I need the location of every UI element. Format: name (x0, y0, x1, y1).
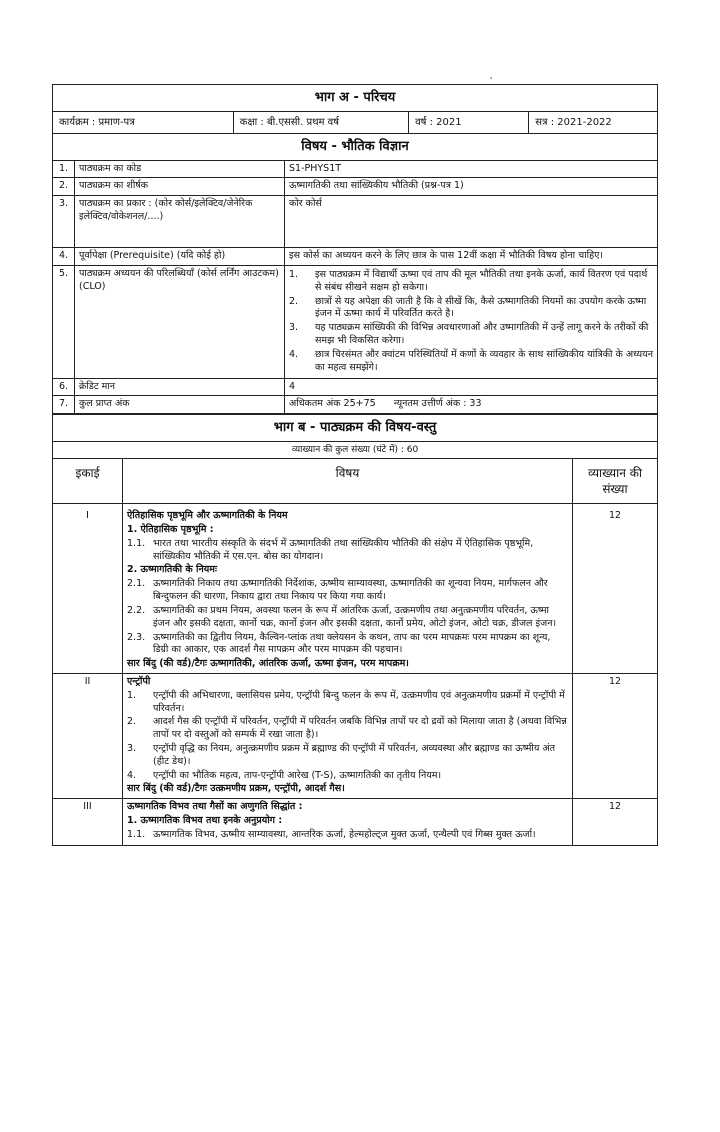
row-value: अधिकतम अंक 25+75 न्यूनतम उत्तीर्ण अंक : 33 (285, 396, 658, 414)
row-number: 5. (53, 266, 75, 379)
row-label: पाठ्यक्रम का प्रकार : (कोर कोर्स/इलेक्टिव/जेनेरिक इलेक्टिव/वोकेशनल/....) (75, 196, 285, 248)
unit-lectures: 12 (573, 504, 658, 674)
clo-number: 1. (289, 269, 299, 281)
lectures-label: व्याख्यान की कुल संख्या (घंटे में) : 60 (53, 441, 658, 458)
unit-title: ऊष्मागतिक विभव तथा गैसों का अणुगति सिद्धांत : (127, 801, 303, 813)
item-number: 3. (127, 743, 137, 755)
item-number: 2.2. (127, 604, 146, 616)
row-number: 2. (53, 178, 75, 196)
unit-number: I (53, 504, 123, 674)
clo-list (285, 266, 658, 379)
unit-number: II (53, 673, 123, 798)
row-value: ऊष्मागतिकी तथा सांख्यिकीय भौतिकी (प्रश्न-पत्र 1) (285, 178, 658, 196)
unit-content (123, 673, 573, 798)
unit-row (53, 799, 658, 845)
section-heading: 2. ऊष्मागतिकी के नियमः (127, 564, 217, 576)
unit-keywords: सार बिंदु (की वर्ड)/टैगः ऊष्मागतिकी, आंतरिक ऊर्जा, ऊष्मा इंजन, परम मापक्रम। (127, 658, 409, 670)
table-row (53, 196, 658, 248)
unit-row (53, 673, 658, 798)
unit-content (123, 799, 573, 845)
stray-mark: ' (490, 76, 493, 85)
unit-title: एन्ट्रॉपी (127, 675, 151, 687)
item-text: एन्ट्रॉपी की अभिधारणा, क्लासियस प्रमेय, एन्ट्रॉपी बिन्दु फलन के रूप में, उत्क्रमणीय एवं अनुत्क्रमणीय प्रक्रमों में एन्ट्रॉपी में परिवर्तन। (153, 689, 565, 714)
row-number: 1. (53, 160, 75, 178)
item-text: ऊष्मागतिकी का द्वितीय नियम, कैल्विन-प्लांक तथा क्लेयसन के कथन, ताप का परम मापक्रमः परम मापक्रम का शून्य, डिग्री का आकार, एक आदर्श गैस मापक्रम और परम मापक्रम की पहचान। (153, 631, 551, 656)
item-number: 1.1. (127, 828, 146, 840)
row-value: S1-PHYS1T (285, 160, 658, 178)
row-number: 4. (53, 248, 75, 266)
row-value: इस कोर्स का अध्ययन करने के लिए छात्र के पास 12वीं कक्षा में भौतिकी विषय होना चाहिए। (285, 248, 658, 266)
unit-keywords: सार बिंदु (की वर्ड)/टैगः उत्क्रमणीय प्रक्रम, एन्ट्रॉपी, आदर्श गैस। (127, 783, 345, 795)
item-number: 2.1. (127, 578, 146, 590)
table-row (53, 396, 658, 414)
unit-number: III (53, 799, 123, 845)
item-number: 1. (127, 689, 137, 701)
part-a-table (52, 84, 658, 414)
unit-row (53, 504, 658, 674)
item-number: 1.1. (127, 537, 146, 549)
item-text: आदर्श गैस की एन्ट्रॉपी में परिवर्तन, एन्ट्रॉपी में परिवर्तन जबकि विभिन्न तापों पर दो द्रवों को मिलाया जाता है (अथवा विभिन्न तापों पर दो वस्तुओं को सम्पर्क में रखा जाता है)। (153, 716, 567, 741)
unit-lectures: 12 (573, 799, 658, 845)
section-heading: 1. ऊष्मागतिक विभव तथा इनके अनुप्रयोग : (127, 815, 283, 827)
item-number: 2. (127, 716, 137, 728)
clo-number: 2. (289, 295, 299, 307)
col-unit-header: इकाई (53, 458, 123, 503)
clo-text: इस पाठ्यक्रम में विद्यार्थी ऊष्मा एवं ताप की मूल भौतिकी तथा इनके ऊर्जा, कार्य वितरण एवं पदार्थ से संबंध सीखने सक्षम हो सकेगा। (315, 269, 648, 293)
row-label: कुल प्राप्त अंक (75, 396, 285, 414)
col-topic-header: विषय (123, 458, 573, 503)
table-row (53, 248, 658, 266)
row-number: 6. (53, 378, 75, 396)
item-text: एन्ट्रॉपी का भौतिक महत्व, ताप-एन्ट्रॉपी आरेख (T-S), ऊष्मागतिकी का तृतीय नियम। (153, 769, 442, 781)
subject-label: विषय - भौतिक विज्ञान (53, 134, 658, 161)
row-number: 3. (53, 196, 75, 248)
item-number: 2.3. (127, 631, 146, 643)
item-text: ऊष्मागतिकी का प्रथम नियम, अवस्था फलन के रूप में आंतरिक ऊर्जा, उत्क्रमणीय तथा अनुत्क्रमणीय परिवर्तन, ऊष्मा इंजन और इसकी दक्षता, कार्नो चक्र, कार्नो इंजन और इसकी दक्षता, कार्नो प्रमेय, ओटो इंजन, ओटो चक्र, डीजल इंजन। (153, 604, 557, 629)
year-label: वर्ष : 2021 (409, 112, 529, 134)
table-row (53, 160, 658, 178)
part-b-table (52, 414, 658, 846)
clo-text: यह पाठ्यक्रम सांख्यिकी की विभिन्न अवधारणाओं और उष्मागतिकी में उन्हें लागू करने के तरीकों की समझ भी विकसित करेगा। (315, 322, 649, 347)
unit-lectures: 12 (573, 673, 658, 798)
item-text: ऊष्मागतिक विभव, ऊष्मीय साम्यावस्था, आन्तरिक ऊर्जा, हेल्महोल्ट्ज मुक्त ऊर्जा, एन्थैल्पी एवं गिब्स मुक्त ऊर्जा। (153, 828, 536, 840)
unit-content (123, 504, 573, 674)
item-text: एन्ट्रॉपी वृद्धि का नियम, अनुत्क्रमणीय प्रक्रम में ब्रह्माण्ड की एन्ट्रॉपी में परिवर्तन, अव्यवस्था और ब्रह्माण्ड का ऊष्मीय अंत (हीट डेथ)। (153, 743, 556, 767)
clo-text: छात्र चिरसंमत और क्वांटम परिस्थितियों में कणों के व्यवहार के साथ सांख्यिकीय यांत्रिकी के अध्ययन का महत्व समझेंगे। (315, 348, 653, 373)
clo-text: छात्रों से यह अपेक्षा की जाती है कि वे सीखें कि, कैसे ऊष्मागतिकी नियमों का उपयोग करके ऊष्मा इंजन में ऊष्मा कार्य में परिवर्तित करते है। (315, 295, 647, 320)
part-b-title: भाग ब - पाठ्यक्रम की विषय-वस्तु (53, 415, 658, 442)
row-label: पाठ्यक्रम अध्ययन की परिलब्धियाँ (कोर्स लर्निंग आउटकम) (CLO) (75, 266, 285, 379)
part-a-title: भाग अ - परिचय (53, 85, 658, 112)
row-label: पाठ्यक्रम का शीर्षक (75, 178, 285, 196)
clo-number: 3. (289, 322, 299, 334)
item-text: भारत तथा भारतीय संस्कृति के संदर्भ में ऊष्मागतिकी तथा सांख्यिकीय भौतिकी की संक्षेप में ऐतिहासिक पृष्ठभूमि, सांख्यिकीय भौतिकी में एस.एन. बोस का योगदान। (153, 537, 534, 562)
table-row (53, 178, 658, 196)
table-row (53, 266, 658, 379)
section-heading: 1. ऐतिहासिक पृष्ठभूमि : (127, 524, 214, 536)
unit-title: ऐतिहासिक पृष्ठभूमि और ऊष्मागतिकी के नियम (127, 510, 288, 522)
row-value: 4 (285, 378, 658, 396)
row-value: कोर कोर्स (285, 196, 658, 248)
row-label: क्रेडिट मान (75, 378, 285, 396)
row-label: पाठ्यक्रम का कोड (75, 160, 285, 178)
item-number: 4. (127, 769, 137, 781)
col-lectures-header: व्याख्यान की संख्या (573, 458, 658, 503)
table-row (53, 378, 658, 396)
meta-row (53, 112, 657, 134)
session-label: सत्र : 2021-2022 (535, 116, 612, 128)
program-label: कार्यक्रम : प्रमाण-पत्र (53, 112, 233, 134)
row-label: पूर्वापेक्षा (Prerequisite) (यदि कोई हो) (75, 248, 285, 266)
syllabus-document (52, 84, 657, 846)
clo-number: 4. (289, 348, 299, 360)
row-number: 7. (53, 396, 75, 414)
class-label: कक्षा : बी.एससी. प्रथम वर्ष (233, 112, 408, 134)
item-text: ऊष्मागतिकी निकाय तथा ऊष्मागतिकी निर्देशांक, ऊष्मीय साम्यावस्था, ऊष्मागतिकी का शून्यवा नियम, मार्गफलन और बिन्दुफलन की धारणा, निकाय द्वारा तथा निकाय पर किया गया कार्य। (153, 578, 548, 603)
